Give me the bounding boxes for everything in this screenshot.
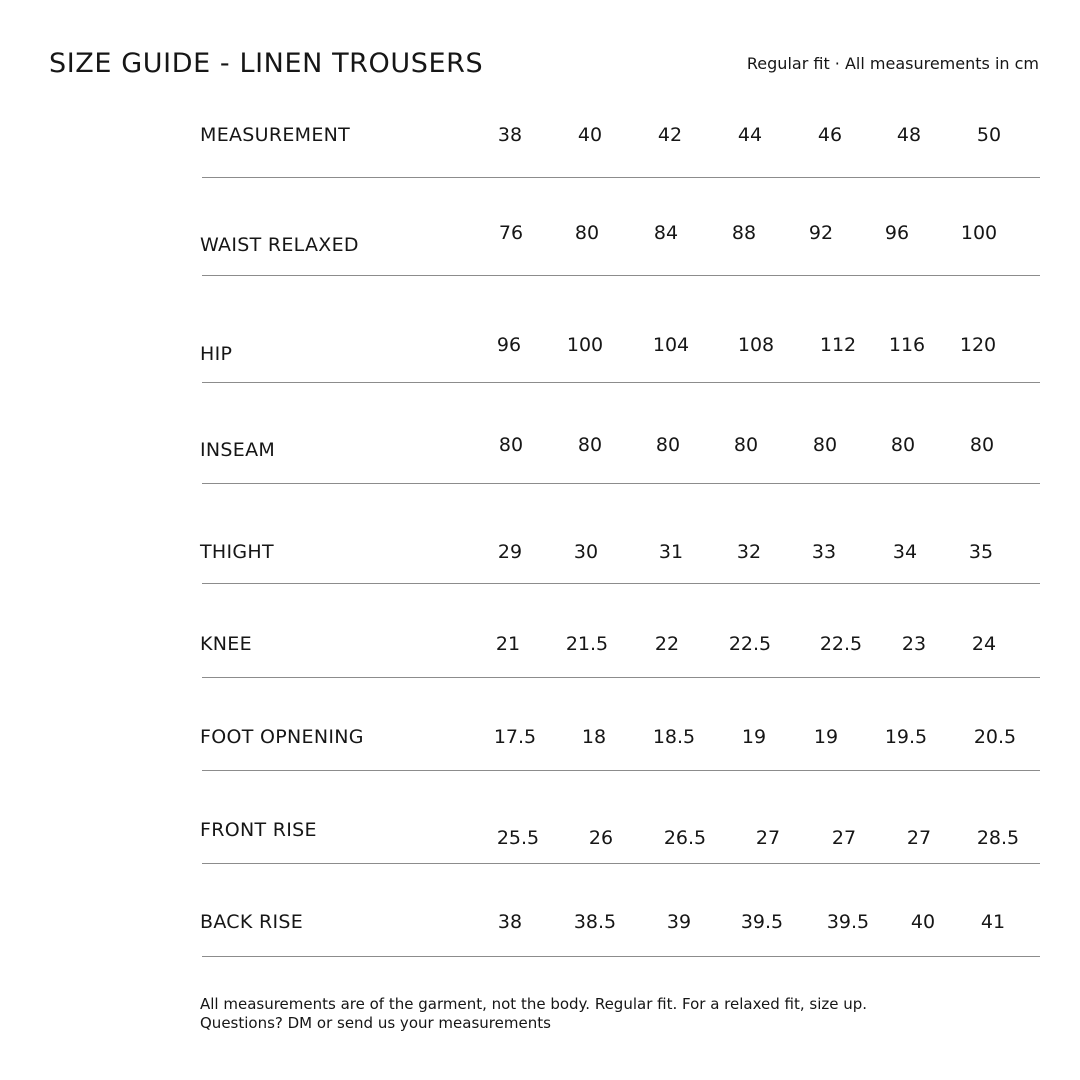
row-value: 32 [736, 541, 762, 563]
row-value: 96 [884, 222, 910, 244]
row-value: 21.5 [565, 633, 609, 655]
table-row-foot-opening [200, 726, 1040, 766]
header-label: MEASUREMENT [200, 124, 351, 146]
row-label: WAIST RELAXED [200, 234, 359, 256]
row-value: 27 [831, 827, 857, 849]
row-value: 38.5 [573, 911, 617, 933]
footnote-line-2: Questions? DM or send us your measurements [200, 1014, 551, 1032]
row-value: 92 [808, 222, 834, 244]
row-value: 33 [811, 541, 837, 563]
header-size-48: 48 [896, 124, 922, 146]
row-value: 29 [497, 541, 523, 563]
row-value: 17.5 [493, 726, 537, 748]
row-value: 22 [654, 633, 680, 655]
row-divider [202, 677, 1040, 678]
row-label: FRONT RISE [200, 819, 317, 841]
page-subtitle: Regular fit · All measurements in cm [746, 54, 1039, 73]
row-value: 80 [812, 434, 838, 456]
row-value: 84 [653, 222, 679, 244]
row-value: 76 [498, 222, 524, 244]
row-value: 27 [755, 827, 781, 849]
row-value: 38 [497, 911, 523, 933]
row-value: 100 [960, 222, 998, 244]
row-value: 96 [496, 334, 522, 356]
row-value: 39.5 [826, 911, 870, 933]
row-value: 39.5 [740, 911, 784, 933]
table-row-inseam [200, 434, 1040, 474]
row-value: 19 [813, 726, 839, 748]
row-label: INSEAM [200, 439, 276, 461]
row-value: 20.5 [973, 726, 1017, 748]
table-row-knee [200, 633, 1040, 673]
row-divider [202, 863, 1040, 864]
row-value: 80 [655, 434, 681, 456]
row-divider [202, 275, 1040, 276]
row-value: 19.5 [884, 726, 928, 748]
row-value: 112 [819, 334, 857, 356]
footnote [200, 995, 867, 1033]
row-value: 24 [971, 633, 997, 655]
table-row-thight [200, 541, 1040, 581]
size-table [200, 0, 1040, 1080]
row-value: 22.5 [728, 633, 772, 655]
row-divider [202, 483, 1040, 484]
row-divider [202, 770, 1040, 771]
row-value: 22.5 [819, 633, 863, 655]
header-size-38: 38 [497, 124, 523, 146]
row-value: 18.5 [652, 726, 696, 748]
row-label: THIGHT [200, 541, 274, 563]
header-size-40: 40 [577, 124, 603, 146]
row-value: 26 [588, 827, 614, 849]
row-value: 116 [888, 334, 926, 356]
row-value: 28.5 [976, 827, 1020, 849]
row-divider [202, 382, 1040, 383]
header-size-44: 44 [737, 124, 763, 146]
row-value: 120 [959, 334, 997, 356]
row-value: 88 [731, 222, 757, 244]
row-value: 80 [577, 434, 603, 456]
row-value: 80 [890, 434, 916, 456]
row-label: KNEE [200, 633, 252, 655]
row-value: 30 [573, 541, 599, 563]
row-value: 80 [969, 434, 995, 456]
page-title: SIZE GUIDE - LINEN TROUSERS [49, 48, 484, 79]
row-value: 41 [980, 911, 1006, 933]
table-header-row [200, 124, 1040, 154]
row-value: 19 [741, 726, 767, 748]
row-value: 104 [652, 334, 690, 356]
row-label: BACK RISE [200, 911, 304, 933]
row-label: HIP [200, 343, 233, 365]
row-divider [202, 583, 1040, 584]
row-value: 80 [574, 222, 600, 244]
row-value: 26.5 [663, 827, 707, 849]
row-value: 25.5 [496, 827, 540, 849]
table-row-front-rise [200, 819, 1040, 859]
row-value: 40 [910, 911, 936, 933]
row-value: 18 [581, 726, 607, 748]
row-value: 21 [495, 633, 521, 655]
row-value: 108 [737, 334, 775, 356]
table-row-waist-relaxed [200, 222, 1040, 262]
table-row-hip [200, 334, 1040, 374]
row-label: FOOT OPNENING [200, 726, 364, 748]
header-size-46: 46 [817, 124, 843, 146]
row-value: 23 [901, 633, 927, 655]
row-divider [202, 956, 1040, 957]
footnote-line-1: All measurements are of the garment, not the body. Regular fit. For a relaxed fit, size up. [200, 995, 868, 1013]
row-value: 27 [906, 827, 932, 849]
header-size-42: 42 [657, 124, 683, 146]
row-value: 80 [498, 434, 524, 456]
header-size-50: 50 [976, 124, 1002, 146]
table-row-back-rise [200, 911, 1040, 951]
row-value: 35 [968, 541, 994, 563]
row-value: 100 [566, 334, 604, 356]
row-value: 80 [733, 434, 759, 456]
row-divider [202, 177, 1040, 178]
row-value: 39 [666, 911, 692, 933]
row-value: 34 [892, 541, 918, 563]
row-value: 31 [658, 541, 684, 563]
